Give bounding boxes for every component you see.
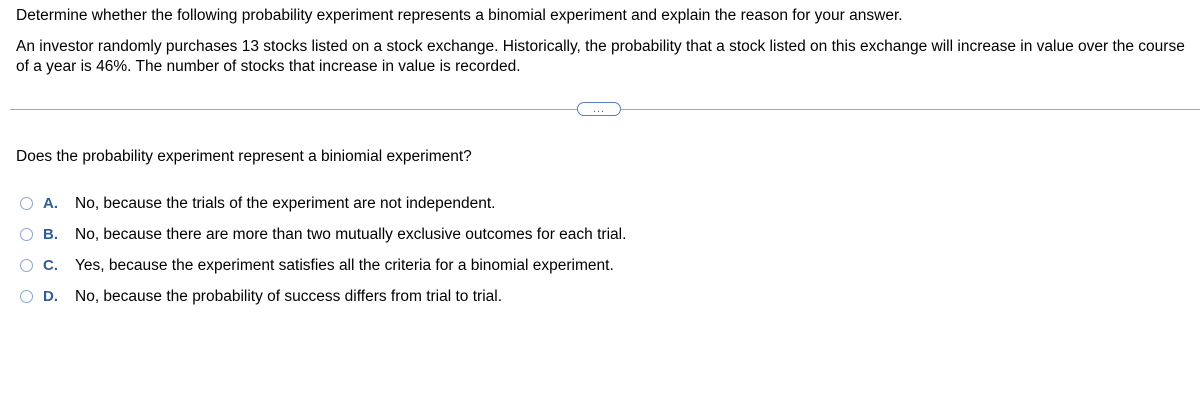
option-letter-a: A. <box>43 195 58 212</box>
option-letter-c: C. <box>43 257 58 274</box>
radio-button-d[interactable] <box>20 290 33 303</box>
answer-options <box>20 194 626 318</box>
radio-button-b[interactable] <box>20 228 33 241</box>
option-letter-b: B. <box>43 226 58 243</box>
option-a[interactable] <box>20 194 626 225</box>
question-prompt: Does the probability experiment represent a biniomial experiment? <box>16 148 472 165</box>
option-text-a: No, because the trials of the experiment are not independent. <box>75 195 496 212</box>
problem-intro: Determine whether the following probability experiment represents a binomial experiment and explain the reason for your answer. <box>16 7 903 24</box>
problem-scenario: An investor randomly purchases 13 stocks listed on a stock exchange. Historically, the probability that a stock listed on this exchange will increase in value over the course of a year is 46%. The number of stocks that increase in value is recorded. <box>16 38 1185 75</box>
option-c[interactable] <box>20 256 626 287</box>
option-text-c: Yes, because the experiment satisfies all the criteria for a binomial experiment. <box>75 257 614 274</box>
option-d[interactable] <box>20 287 626 318</box>
option-letter-d: D. <box>43 288 58 305</box>
radio-button-c[interactable] <box>20 259 33 272</box>
more-options-button[interactable]: ... <box>577 102 621 116</box>
option-text-b: No, because there are more than two mutually exclusive outcomes for each trial. <box>75 226 627 243</box>
option-b[interactable] <box>20 225 626 256</box>
option-text-d: No, because the probability of success differs from trial to trial. <box>75 288 503 305</box>
radio-button-a[interactable] <box>20 197 33 210</box>
